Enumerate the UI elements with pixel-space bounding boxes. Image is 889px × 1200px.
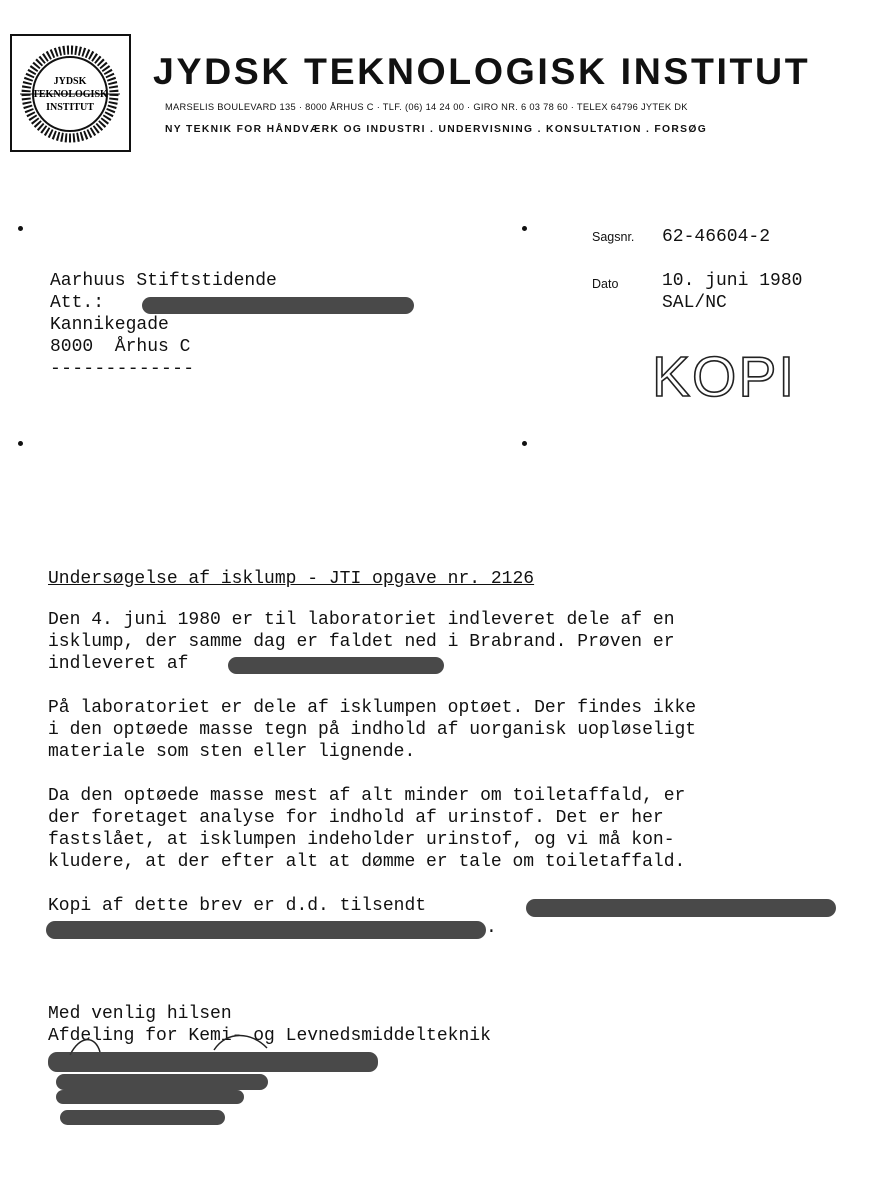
date-label: Dato — [592, 277, 619, 291]
institute-name: JYDSK TEKNOLOGISK INSTITUT — [153, 50, 811, 92]
recipient-line-2: Att.: — [50, 293, 115, 313]
redaction-bar — [46, 921, 486, 939]
logo-frame — [10, 34, 131, 152]
paragraph-3-line-2: der foretaget analyse for indhold af urinstof. Det er her — [48, 808, 664, 828]
redaction-bar — [48, 1052, 378, 1072]
paragraph-3-line-3: fastslået, at isklumpen indeholder urinstof, og vi må kon- — [48, 830, 675, 850]
redaction-bar — [142, 297, 414, 314]
paragraph-2-line-1: På laboratoriet er dele af isklumpen optøet. Der findes ikke — [48, 698, 697, 718]
paragraph-1-line-1: Den 4. juni 1980 er til laboratoriet indleveret dele af en — [48, 610, 675, 630]
address-line: MARSELIS BOULEVARD 135 · 8000 ÅRHUS C · TLF. (06) 14 24 00 · GIRO NR. 6 03 78 60 · TELEX 64796 JYTEK DK — [165, 102, 688, 112]
svg-text:INSTITUT: INSTITUT — [46, 102, 94, 113]
recipient-line-1: Aarhuus Stiftstidende — [50, 271, 277, 291]
svg-text:TEKNOLOGISK: TEKNOLOGISK — [32, 89, 108, 100]
margin-dot — [18, 441, 23, 446]
recipient-line-3: Kannikegade — [50, 315, 169, 335]
margin-dot — [18, 226, 23, 231]
paragraph-1-line-2: isklump, der samme dag er faldet ned i Brabrand. Prøven er — [48, 632, 675, 652]
case-number-label: Sagsnr. — [592, 230, 635, 244]
redaction-bar — [56, 1074, 268, 1090]
paragraph-2-line-2: i den optøede masse tegn på indhold af uorganisk uopløseligt — [48, 720, 697, 740]
paragraph-3-line-4: kludere, at der efter alt at dømme er tale om toiletaffald. — [48, 852, 686, 872]
redaction-bar — [56, 1090, 244, 1104]
redaction-bar — [60, 1110, 225, 1125]
case-number-value: 62-46604-2 — [662, 227, 771, 247]
paragraph-1-line-3: indleveret af — [48, 654, 200, 674]
margin-dot — [522, 226, 527, 231]
paragraph-3-line-1: Da den optøede masse mest af alt minder om toiletaffald, er — [48, 786, 686, 806]
tagline: NY TEKNIK FOR HÅNDVÆRK OG INDUSTRI . UNDERVISNING . KONSULTATION . FORSØG — [165, 124, 708, 135]
redaction-bar — [526, 899, 836, 917]
recipient-underline: ------------- — [50, 359, 195, 379]
initials: SAL/NC — [662, 293, 727, 313]
paragraph-4-line-1: Kopi af dette brev er d.d. tilsendt — [48, 896, 437, 916]
closing-greeting: Med venlig hilsen — [48, 1004, 232, 1024]
closing-department: Afdeling for Kemi- og Levnedsmiddelteknik — [48, 1026, 491, 1046]
institute-seal-logo — [12, 36, 129, 150]
paragraph-4-line-2-end: . — [486, 918, 497, 938]
recipient-line-4: 8000 Århus C — [50, 337, 191, 357]
subject-line: Undersøgelse af isklump - JTI opgave nr. 2126 — [48, 569, 535, 589]
svg-text:JYDSK: JYDSK — [53, 76, 87, 87]
paragraph-2-line-3: materiale som sten eller lignende. — [48, 742, 416, 762]
margin-dot — [522, 441, 527, 446]
date-value: 10. juni 1980 — [662, 271, 803, 291]
kopi-stamp: KOPI — [652, 345, 797, 409]
redaction-bar — [228, 657, 444, 674]
